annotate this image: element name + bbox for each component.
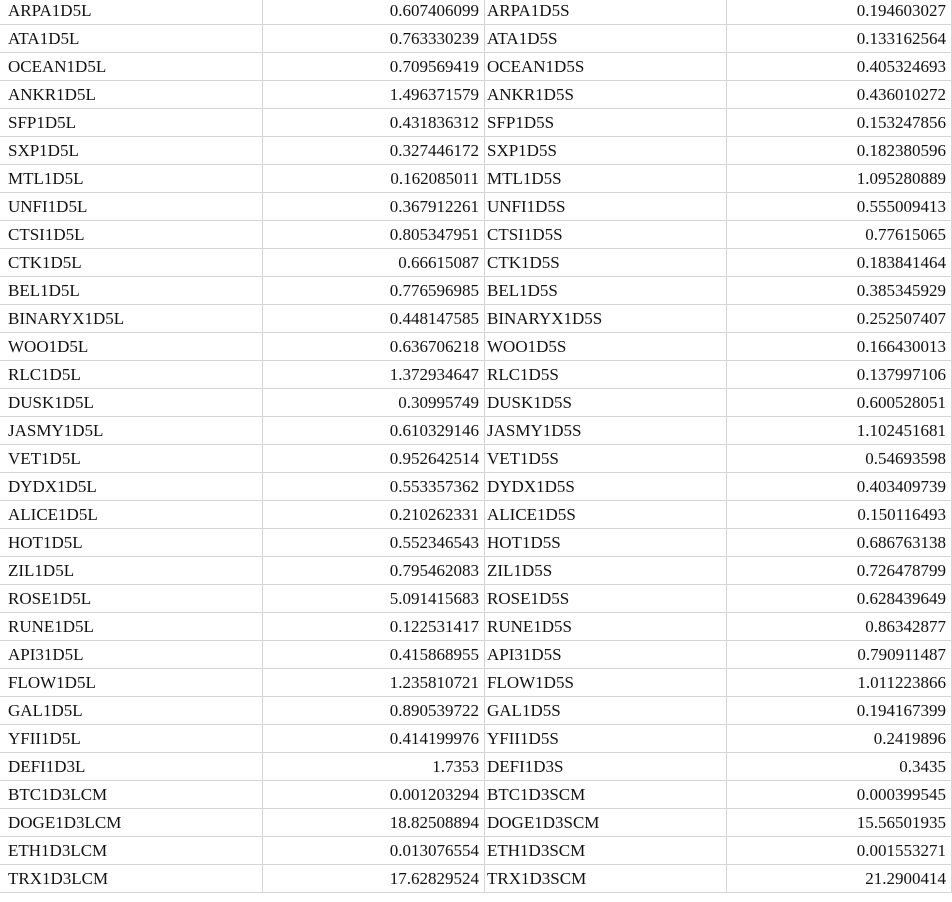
long-value-cell[interactable]: 0.122531417 [263,613,485,641]
short-symbol-cell[interactable]: SFP1D5S [485,109,727,137]
short-symbol-cell[interactable]: YFII1D5S [485,725,727,753]
short-symbol-cell[interactable]: DEFI1D3S [485,753,727,781]
table-row [0,417,952,445]
long-symbol-cell[interactable]: VET1D5L [0,445,263,473]
short-value-cell[interactable]: 0.194167399 [727,697,952,725]
short-value-cell[interactable]: 1.011223866 [727,669,952,697]
table-row [0,165,952,193]
long-value-cell[interactable]: 0.795462083 [263,557,485,585]
long-symbol-cell[interactable]: HOT1D5L [0,529,263,557]
long-value-cell[interactable]: 1.7353 [263,753,485,781]
table-row [0,221,952,249]
long-value-cell[interactable]: 0.890539722 [263,697,485,725]
long-value-cell[interactable]: 0.552346543 [263,529,485,557]
long-value-cell[interactable]: 5.091415683 [263,585,485,613]
long-symbol-cell[interactable]: YFII1D5L [0,725,263,753]
short-value-cell[interactable]: 0.150116493 [727,501,952,529]
short-symbol-cell[interactable]: DOGE1D3SCM [485,809,727,837]
table-row [0,25,952,53]
long-symbol-cell[interactable]: SFP1D5L [0,109,263,137]
long-symbol-cell[interactable]: RLC1D5L [0,361,263,389]
long-symbol-cell[interactable]: OCEAN1D5L [0,53,263,81]
short-symbol-cell[interactable]: ANKR1D5S [485,81,727,109]
long-value-cell[interactable]: 17.62829524 [263,865,485,893]
short-symbol-cell[interactable]: JASMY1D5S [485,417,727,445]
short-value-cell[interactable]: 0.385345929 [727,277,952,305]
table-row [0,277,952,305]
long-symbol-cell[interactable]: ETH1D3LCM [0,837,263,865]
short-value-cell[interactable]: 0.194603027 [727,0,952,25]
long-value-cell[interactable]: 0.448147585 [263,305,485,333]
table-row [0,137,952,165]
long-value-cell[interactable]: 18.82508894 [263,809,485,837]
short-symbol-cell[interactable]: ALICE1D5S [485,501,727,529]
table-row [0,501,952,529]
table-row [0,81,952,109]
long-value-cell[interactable]: 0.636706218 [263,333,485,361]
short-value-cell[interactable]: 0.790911487 [727,641,952,669]
short-symbol-cell[interactable]: SXP1D5S [485,137,727,165]
long-value-cell[interactable]: 0.30995749 [263,389,485,417]
long-symbol-cell[interactable]: ROSE1D5L [0,585,263,613]
long-value-cell[interactable]: 1.372934647 [263,361,485,389]
short-symbol-cell[interactable]: HOT1D5S [485,529,727,557]
short-value-cell[interactable]: 0.137997106 [727,361,952,389]
long-value-cell[interactable]: 0.415868955 [263,641,485,669]
short-value-cell[interactable]: 0.555009413 [727,193,952,221]
table-row [0,445,952,473]
long-value-cell[interactable]: 0.162085011 [263,165,485,193]
long-symbol-cell[interactable]: GAL1D5L [0,697,263,725]
short-value-cell[interactable]: 0.54693598 [727,445,952,473]
table-row [0,53,952,81]
long-value-cell[interactable]: 0.610329146 [263,417,485,445]
short-value-cell[interactable]: 15.56501935 [727,809,952,837]
short-symbol-cell[interactable]: DYDX1D5S [485,473,727,501]
long-symbol-cell[interactable]: JASMY1D5L [0,417,263,445]
long-value-cell[interactable]: 0.776596985 [263,277,485,305]
short-value-cell[interactable]: 0.405324693 [727,53,952,81]
short-symbol-cell[interactable]: BINARYX1D5S [485,305,727,333]
long-value-cell[interactable]: 0.414199976 [263,725,485,753]
short-value-cell[interactable]: 0.77615065 [727,221,952,249]
table-row [0,249,952,277]
long-value-cell[interactable]: 0.763330239 [263,25,485,53]
short-symbol-cell[interactable]: BEL1D5S [485,277,727,305]
short-value-cell[interactable]: 0.153247856 [727,109,952,137]
long-value-cell[interactable]: 0.431836312 [263,109,485,137]
short-value-cell[interactable]: 0.600528051 [727,389,952,417]
short-symbol-cell[interactable]: MTL1D5S [485,165,727,193]
long-symbol-cell[interactable]: BTC1D3LCM [0,781,263,809]
short-value-cell[interactable]: 0.133162564 [727,25,952,53]
long-symbol-cell[interactable]: DEFI1D3L [0,753,263,781]
long-symbol-cell[interactable]: BINARYX1D5L [0,305,263,333]
short-symbol-cell[interactable]: UNFI1D5S [485,193,727,221]
short-symbol-cell[interactable]: GAL1D5S [485,697,727,725]
table-row [0,193,952,221]
short-symbol-cell[interactable]: ARPA1D5S [485,0,727,25]
long-symbol-cell[interactable]: ZIL1D5L [0,557,263,585]
table-row [0,613,952,641]
short-value-cell[interactable]: 0.252507407 [727,305,952,333]
long-symbol-cell[interactable]: UNFI1D5L [0,193,263,221]
long-value-cell[interactable]: 0.210262331 [263,501,485,529]
table-row [0,669,952,697]
table-row [0,389,952,417]
long-symbol-cell[interactable]: TRX1D3LCM [0,865,263,893]
short-value-cell[interactable]: 0.3435 [727,753,952,781]
long-symbol-cell[interactable]: DYDX1D5L [0,473,263,501]
short-symbol-cell[interactable]: BTC1D3SCM [485,781,727,809]
short-value-cell[interactable]: 1.095280889 [727,165,952,193]
short-value-cell[interactable]: 0.628439649 [727,585,952,613]
table-row [0,585,952,613]
long-value-cell[interactable]: 0.709569419 [263,53,485,81]
long-symbol-cell[interactable]: ARPA1D5L [0,0,263,25]
long-symbol-cell[interactable]: SXP1D5L [0,137,263,165]
short-value-cell[interactable]: 0.001553271 [727,837,952,865]
long-symbol-cell[interactable]: CTK1D5L [0,249,263,277]
table-row [0,809,952,837]
long-symbol-cell[interactable]: ALICE1D5L [0,501,263,529]
long-symbol-cell[interactable]: API31D5L [0,641,263,669]
short-symbol-cell[interactable]: API31D5S [485,641,727,669]
long-symbol-cell[interactable]: DOGE1D3LCM [0,809,263,837]
long-symbol-cell[interactable]: MTL1D5L [0,165,263,193]
table-row [0,109,952,137]
long-value-cell[interactable]: 0.66615087 [263,249,485,277]
short-symbol-cell[interactable]: TRX1D3SCM [485,865,727,893]
short-value-cell[interactable]: 0.182380596 [727,137,952,165]
short-symbol-cell[interactable]: ZIL1D5S [485,557,727,585]
table-row [0,837,952,865]
short-symbol-cell[interactable]: WOO1D5S [485,333,727,361]
table-row [0,333,952,361]
long-symbol-cell[interactable]: CTSI1D5L [0,221,263,249]
long-value-cell[interactable]: 0.001203294 [263,781,485,809]
long-value-cell[interactable]: 0.553357362 [263,473,485,501]
long-value-cell[interactable]: 1.496371579 [263,81,485,109]
short-value-cell[interactable]: 0.86342877 [727,613,952,641]
short-symbol-cell[interactable]: DUSK1D5S [485,389,727,417]
table-row [0,0,952,25]
short-value-cell[interactable]: 0.403409739 [727,473,952,501]
short-value-cell[interactable]: 0.166430013 [727,333,952,361]
table-row [0,557,952,585]
table-row [0,361,952,389]
short-value-cell[interactable]: 21.2900414 [727,865,952,893]
short-value-cell[interactable]: 0.436010272 [727,81,952,109]
long-symbol-cell[interactable]: WOO1D5L [0,333,263,361]
long-symbol-cell[interactable]: RUNE1D5L [0,613,263,641]
short-symbol-cell[interactable]: CTK1D5S [485,249,727,277]
short-symbol-cell[interactable]: FLOW1D5S [485,669,727,697]
short-symbol-cell[interactable]: ATA1D5S [485,25,727,53]
long-symbol-cell[interactable]: ANKR1D5L [0,81,263,109]
table-row [0,473,952,501]
table-row [0,725,952,753]
long-value-cell[interactable]: 0.013076554 [263,837,485,865]
short-symbol-cell[interactable]: RLC1D5S [485,361,727,389]
short-value-cell[interactable]: 0.000399545 [727,781,952,809]
long-value-cell[interactable]: 0.952642514 [263,445,485,473]
long-symbol-cell[interactable]: DUSK1D5L [0,389,263,417]
short-symbol-cell[interactable]: ETH1D3SCM [485,837,727,865]
long-value-cell[interactable]: 0.607406099 [263,0,485,25]
table-row [0,697,952,725]
short-value-cell[interactable]: 0.726478799 [727,557,952,585]
long-symbol-cell[interactable]: ATA1D5L [0,25,263,53]
short-value-cell[interactable]: 1.102451681 [727,417,952,445]
long-value-cell[interactable]: 0.327446172 [263,137,485,165]
short-value-cell[interactable]: 0.183841464 [727,249,952,277]
table-row [0,641,952,669]
long-symbol-cell[interactable]: FLOW1D5L [0,669,263,697]
table-row [0,781,952,809]
short-symbol-cell[interactable]: RUNE1D5S [485,613,727,641]
long-value-cell[interactable]: 0.367912261 [263,193,485,221]
table-row [0,865,952,893]
long-value-cell[interactable]: 1.235810721 [263,669,485,697]
table-row [0,753,952,781]
long-symbol-cell[interactable]: BEL1D5L [0,277,263,305]
short-value-cell[interactable]: 0.2419896 [727,725,952,753]
long-value-cell[interactable]: 0.805347951 [263,221,485,249]
short-value-cell[interactable]: 0.686763138 [727,529,952,557]
table-row [0,529,952,557]
short-symbol-cell[interactable]: ROSE1D5S [485,585,727,613]
short-symbol-cell[interactable]: OCEAN1D5S [485,53,727,81]
short-symbol-cell[interactable]: VET1D5S [485,445,727,473]
table-row [0,305,952,333]
short-symbol-cell[interactable]: CTSI1D5S [485,221,727,249]
